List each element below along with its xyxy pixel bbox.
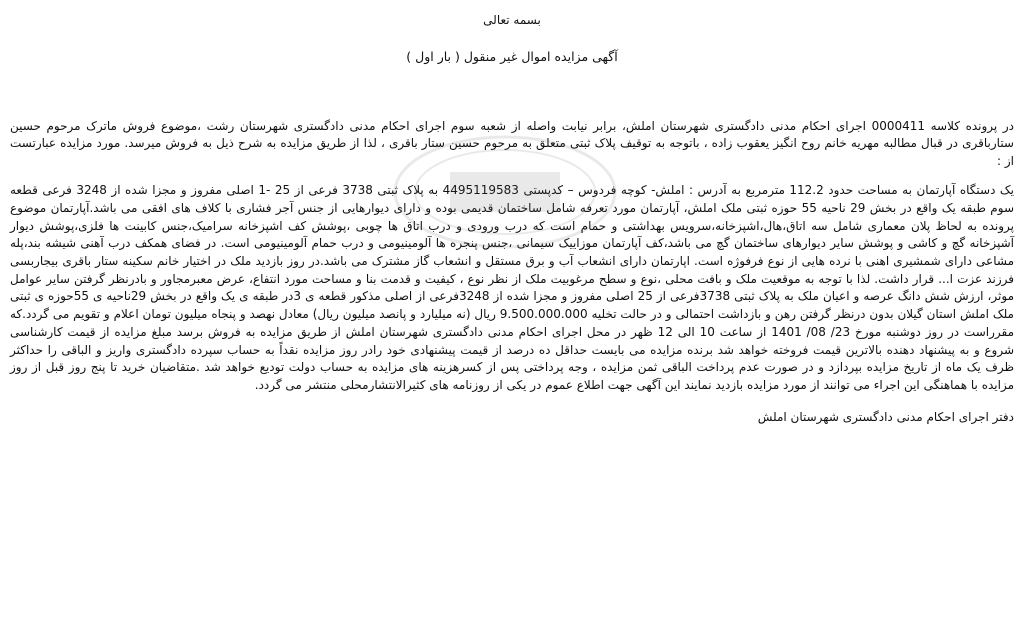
basmala: بسمه تعالی: [483, 13, 541, 27]
property-description-paragraph: یک دستگاه آپارتمان به مساحت حدود 112.2 مترمربع به آدرس : املش- کوچه فردوس – کدپستی 4495119583 به پلاک ثبتی 3738 فرعی از 25 -1 اصلی مفروز و مجزا شده از 3248 فرعی قطعه سوم طبقه یک واقع در بخش 29 ناحیه 55 حوزه ثبتی ملک املش، آپارتمان مورد تعرفه شامل ساختمان قدیمی بوده و دارای دیوارهایی از جنس آجر فشاری با کلاف های افقی می باشد.آپارتمان موضوع پرونده به لحاظ پلان معماری شامل سه اتاق،هال،اشپزخانه،سرویس بهداشتی و حمام است که درب ورودی و درب اتاق ها چوبی ،پوشش کف اشپزخانه سرامیک،جنس کابینت ها فلزی،پوشش دیوار آشپزخانه گچ و کاشی و پوشش سایر دیوارهای ساختمان گچ می باشد،کف آپارتمان موزاییک سیمانی ،جنس پنجره ها آلومینیومی و درب حمام آلومینیومی است. در فضای همکف درب آهنی شیشه بند،پله مشاعی دارای شمشیری اهنی با نرده هایی از نوع فرفوژه است. اپارتمان دارای انشعاب آب و برق مستقل و انشعاب گاز مشترک می باشد.در روز بازدید ملک در اختیار خانم سکینه ستار باقری بیجاربسی فرزند عزت ا... قرار داشت. لذا با توجه به موقعیت ملک و بافت محلی ،نوع و سطح مرغوبیت ملک از نظر نوع ، کیفیت و قدمت بنا و مساحت مورد انتفاع، عرض معبرمجاور و بادرنظر گرفتن سایر عوامل موثر، ارزش شش دانگ عرصه و اعیان ملک به پلاک ثبتی 3738فرعی از 25 اصلی مفروز و مجزا شده از 3248فرعی از اصلی مذکور قطعه ی 3در طبقه ی یک واقع در بخش 29ناحیه ی 55حوزه ی ثبتی ملک املش استان گیلان بدون درنظر گرفتن رهن و بازداشت احتمالی و در حالت تخلیه 9.500.000.000 ریال (نه میلیارد و پانصد میلیون ریال) معادل نهصد و پنجاه میلیون تومان اعلام و تقویم می گردد.که مقرراست در روز دوشنبه مورخ 23/ 08/ 1401 از ساعت 10 الی 12 ظهر در محل اجرای احکام مدنی دادگستری شهرستان املش از طریق مزایده به فروش برسد مبلغ مزایده از قیمت کارشناسی شروع و به پیشنهاد دهنده بالاترین قیمت فروخته خواهد شد برنده مزایده می بایست حداقل ده درصد از قیمت پیشنهادی خود رادر روز مزایده نقداً به حساب سپرده دادگستری واریز و الباقی را حداکثر ظرف یک ماه از تاریخ مزایده بپردازد و در صورت عدم پرداخت الباقی ثمن مزایده ، وجه پرداختی پس از کسرهزینه های مزایده به حساب دولت تودیع خواهد شد .متقاضیان خرید تا پنج روز قبل از روز مزایده با هماهنگی این اجراء می توانند از مورد مزایده بازدید نمایند این آگهی جهت اطلاع عموم در یکی از روزنامه های کثیرالانتشارمحلی منتشر می گردد.: [10, 183, 1015, 392]
notice-title: آگهی مزایده اموال غیر منقول ( بار اول ): [406, 49, 618, 64]
issuer-signature: دفتر اجرای احکام مدنی دادگستری شهرستان املش: [757, 409, 1014, 424]
intro-paragraph: در پرونده کلاسه 0000411 اجرای احکام مدنی دادگستری شهرستان املش، برابر نیابت واصله از شعبه سوم اجرای احکام مدنی دادگستری شهرستان رشت ،موضوع فروش ماترک مرحوم حسین ستارباقری در قبال مطالبه مهریه خانم روح انگیز یعقوب زاده ، باتوجه به توقیف پلاک ثبتی متعلق به مرحوم حسین ستار باقری ، لذا از طریق مزایده به شرح ذیل به فروش میرسد. مورد مزایده عبارتست از :: [10, 119, 1015, 168]
